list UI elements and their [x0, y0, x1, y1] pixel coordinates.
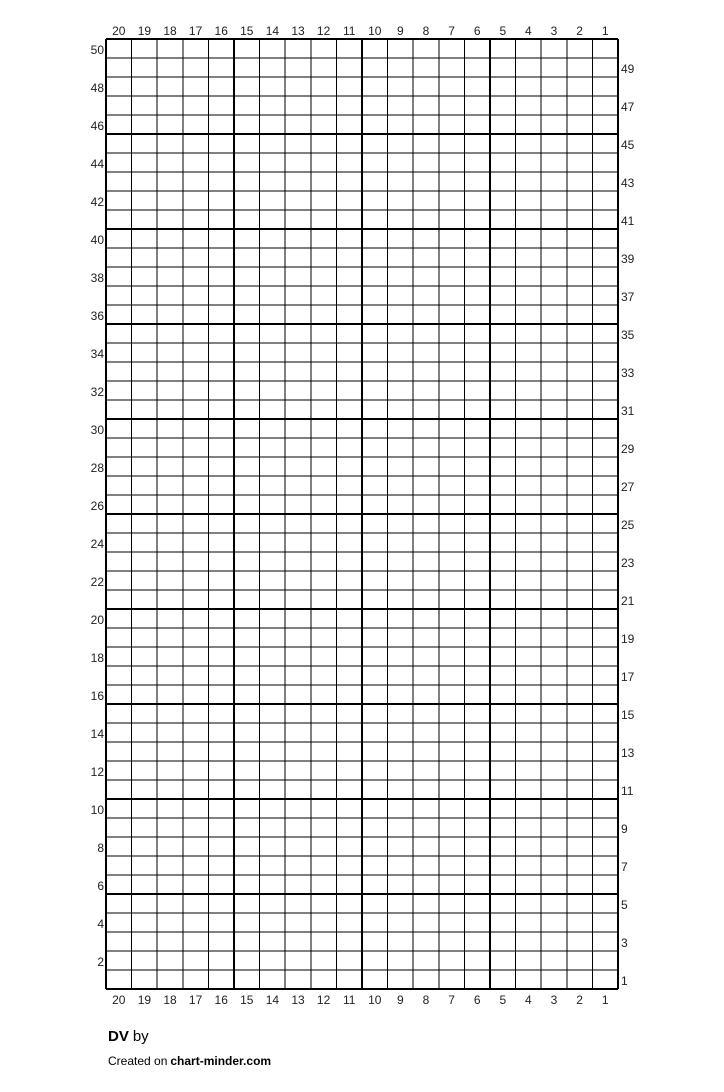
- row-label-left: 18: [90, 651, 104, 665]
- row-label-right: 39: [621, 252, 635, 266]
- row-label-left: 24: [90, 537, 104, 551]
- column-label-top: 5: [499, 24, 507, 38]
- row-label-left: 50: [90, 43, 104, 57]
- column-label-bottom: 8: [422, 993, 430, 1007]
- column-label-top: 10: [368, 24, 382, 38]
- credit-line: [108, 1054, 271, 1068]
- column-label-bottom: 15: [240, 993, 254, 1007]
- chart-name: DV: [108, 1028, 129, 1045]
- row-label-left: 14: [90, 727, 104, 741]
- column-labels-bottom: [112, 993, 609, 1007]
- column-label-bottom: 20: [112, 993, 126, 1007]
- row-label-right: 3: [621, 936, 628, 950]
- row-label-left: 6: [97, 879, 104, 893]
- row-label-right: 29: [621, 442, 635, 456]
- row-label-right: 35: [621, 328, 635, 342]
- row-label-right: 45: [621, 138, 635, 152]
- row-label-right: 9: [621, 822, 628, 836]
- row-label-left: 42: [90, 195, 104, 209]
- row-label-right: 17: [621, 670, 635, 684]
- row-label-right: 31: [621, 404, 635, 418]
- grid-lines: [106, 39, 618, 989]
- column-label-bottom: 10: [368, 993, 382, 1007]
- row-label-right: 15: [621, 708, 635, 722]
- column-label-top: 4: [525, 24, 532, 38]
- column-label-bottom: 11: [342, 993, 356, 1007]
- column-label-top: 6: [473, 24, 481, 38]
- row-label-right: 37: [621, 290, 635, 304]
- column-label-bottom: 4: [525, 993, 532, 1007]
- row-label-left: 12: [90, 765, 104, 779]
- row-label-left: 44: [90, 157, 104, 171]
- chart-title: [108, 1028, 149, 1045]
- row-label-left: 46: [90, 119, 104, 133]
- row-label-right: 43: [621, 176, 635, 190]
- row-label-left: 48: [90, 81, 104, 95]
- column-label-top: 14: [265, 24, 280, 38]
- column-label-top: 1: [601, 24, 609, 38]
- row-label-left: 22: [90, 575, 104, 589]
- column-label-bottom: 6: [473, 993, 481, 1007]
- column-label-bottom: 18: [163, 993, 177, 1007]
- row-label-right: 1: [621, 974, 628, 988]
- column-label-bottom: 14: [265, 993, 280, 1007]
- row-label-right: 41: [621, 214, 635, 228]
- row-label-right: 13: [621, 746, 635, 760]
- column-label-bottom: 13: [291, 993, 305, 1007]
- column-labels-top: [112, 24, 609, 38]
- column-label-bottom: 19: [137, 993, 152, 1007]
- column-label-top: 12: [316, 24, 331, 38]
- column-label-top: 2: [576, 24, 583, 38]
- column-label-top: 8: [422, 24, 430, 38]
- column-label-bottom: 3: [550, 993, 558, 1007]
- site-link[interactable]: chart-minder.com: [170, 1054, 272, 1068]
- row-label-right: 33: [621, 366, 635, 380]
- row-label-right: 49: [621, 62, 635, 76]
- row-label-left: 10: [90, 803, 104, 817]
- column-label-bottom: 1: [601, 993, 609, 1007]
- row-label-left: 40: [90, 233, 104, 247]
- row-labels-left: [91, 43, 105, 969]
- column-label-bottom: 16: [214, 993, 228, 1007]
- row-labels-right: [621, 62, 635, 988]
- row-label-left: 8: [97, 841, 104, 855]
- row-label-right: 27: [621, 480, 635, 494]
- row-label-right: 11: [621, 784, 634, 798]
- row-label-left: 28: [90, 461, 104, 475]
- column-label-top: 17: [188, 24, 203, 38]
- row-label-left: 16: [90, 689, 104, 703]
- column-label-top: 13: [291, 24, 305, 38]
- row-label-left: 30: [90, 423, 104, 437]
- column-label-top: 11: [342, 24, 356, 38]
- column-label-top: 19: [137, 24, 152, 38]
- row-label-right: 47: [621, 100, 635, 114]
- row-label-right: 5: [621, 898, 628, 912]
- column-label-top: 9: [397, 24, 404, 38]
- row-label-right: 7: [621, 860, 628, 874]
- row-label-left: 32: [90, 385, 104, 399]
- row-label-left: 20: [90, 613, 104, 627]
- column-label-bottom: 12: [316, 993, 331, 1007]
- column-label-top: 20: [112, 24, 126, 38]
- row-label-right: 25: [621, 518, 635, 532]
- row-label-left: 36: [90, 309, 104, 323]
- column-label-top: 3: [550, 24, 558, 38]
- column-label-bottom: 9: [397, 993, 404, 1007]
- column-label-top: 18: [163, 24, 177, 38]
- row-label-left: 34: [90, 347, 104, 361]
- column-label-bottom: 17: [188, 993, 203, 1007]
- row-label-left: 26: [90, 499, 104, 513]
- row-label-right: 23: [621, 556, 635, 570]
- row-label-right: 19: [621, 632, 635, 646]
- row-label-left: 2: [97, 955, 104, 969]
- column-label-top: 16: [214, 24, 228, 38]
- row-label-right: 21: [621, 594, 635, 608]
- column-label-bottom: 2: [576, 993, 583, 1007]
- created-on-text: Created on: [108, 1054, 168, 1068]
- chart-author-by: by: [132, 1028, 149, 1045]
- column-label-bottom: 5: [499, 993, 507, 1007]
- column-label-top: 15: [240, 24, 254, 38]
- row-label-left: 4: [97, 917, 104, 931]
- column-label-bottom: 7: [448, 993, 455, 1007]
- row-label-left: 38: [90, 271, 104, 285]
- column-label-top: 7: [448, 24, 455, 38]
